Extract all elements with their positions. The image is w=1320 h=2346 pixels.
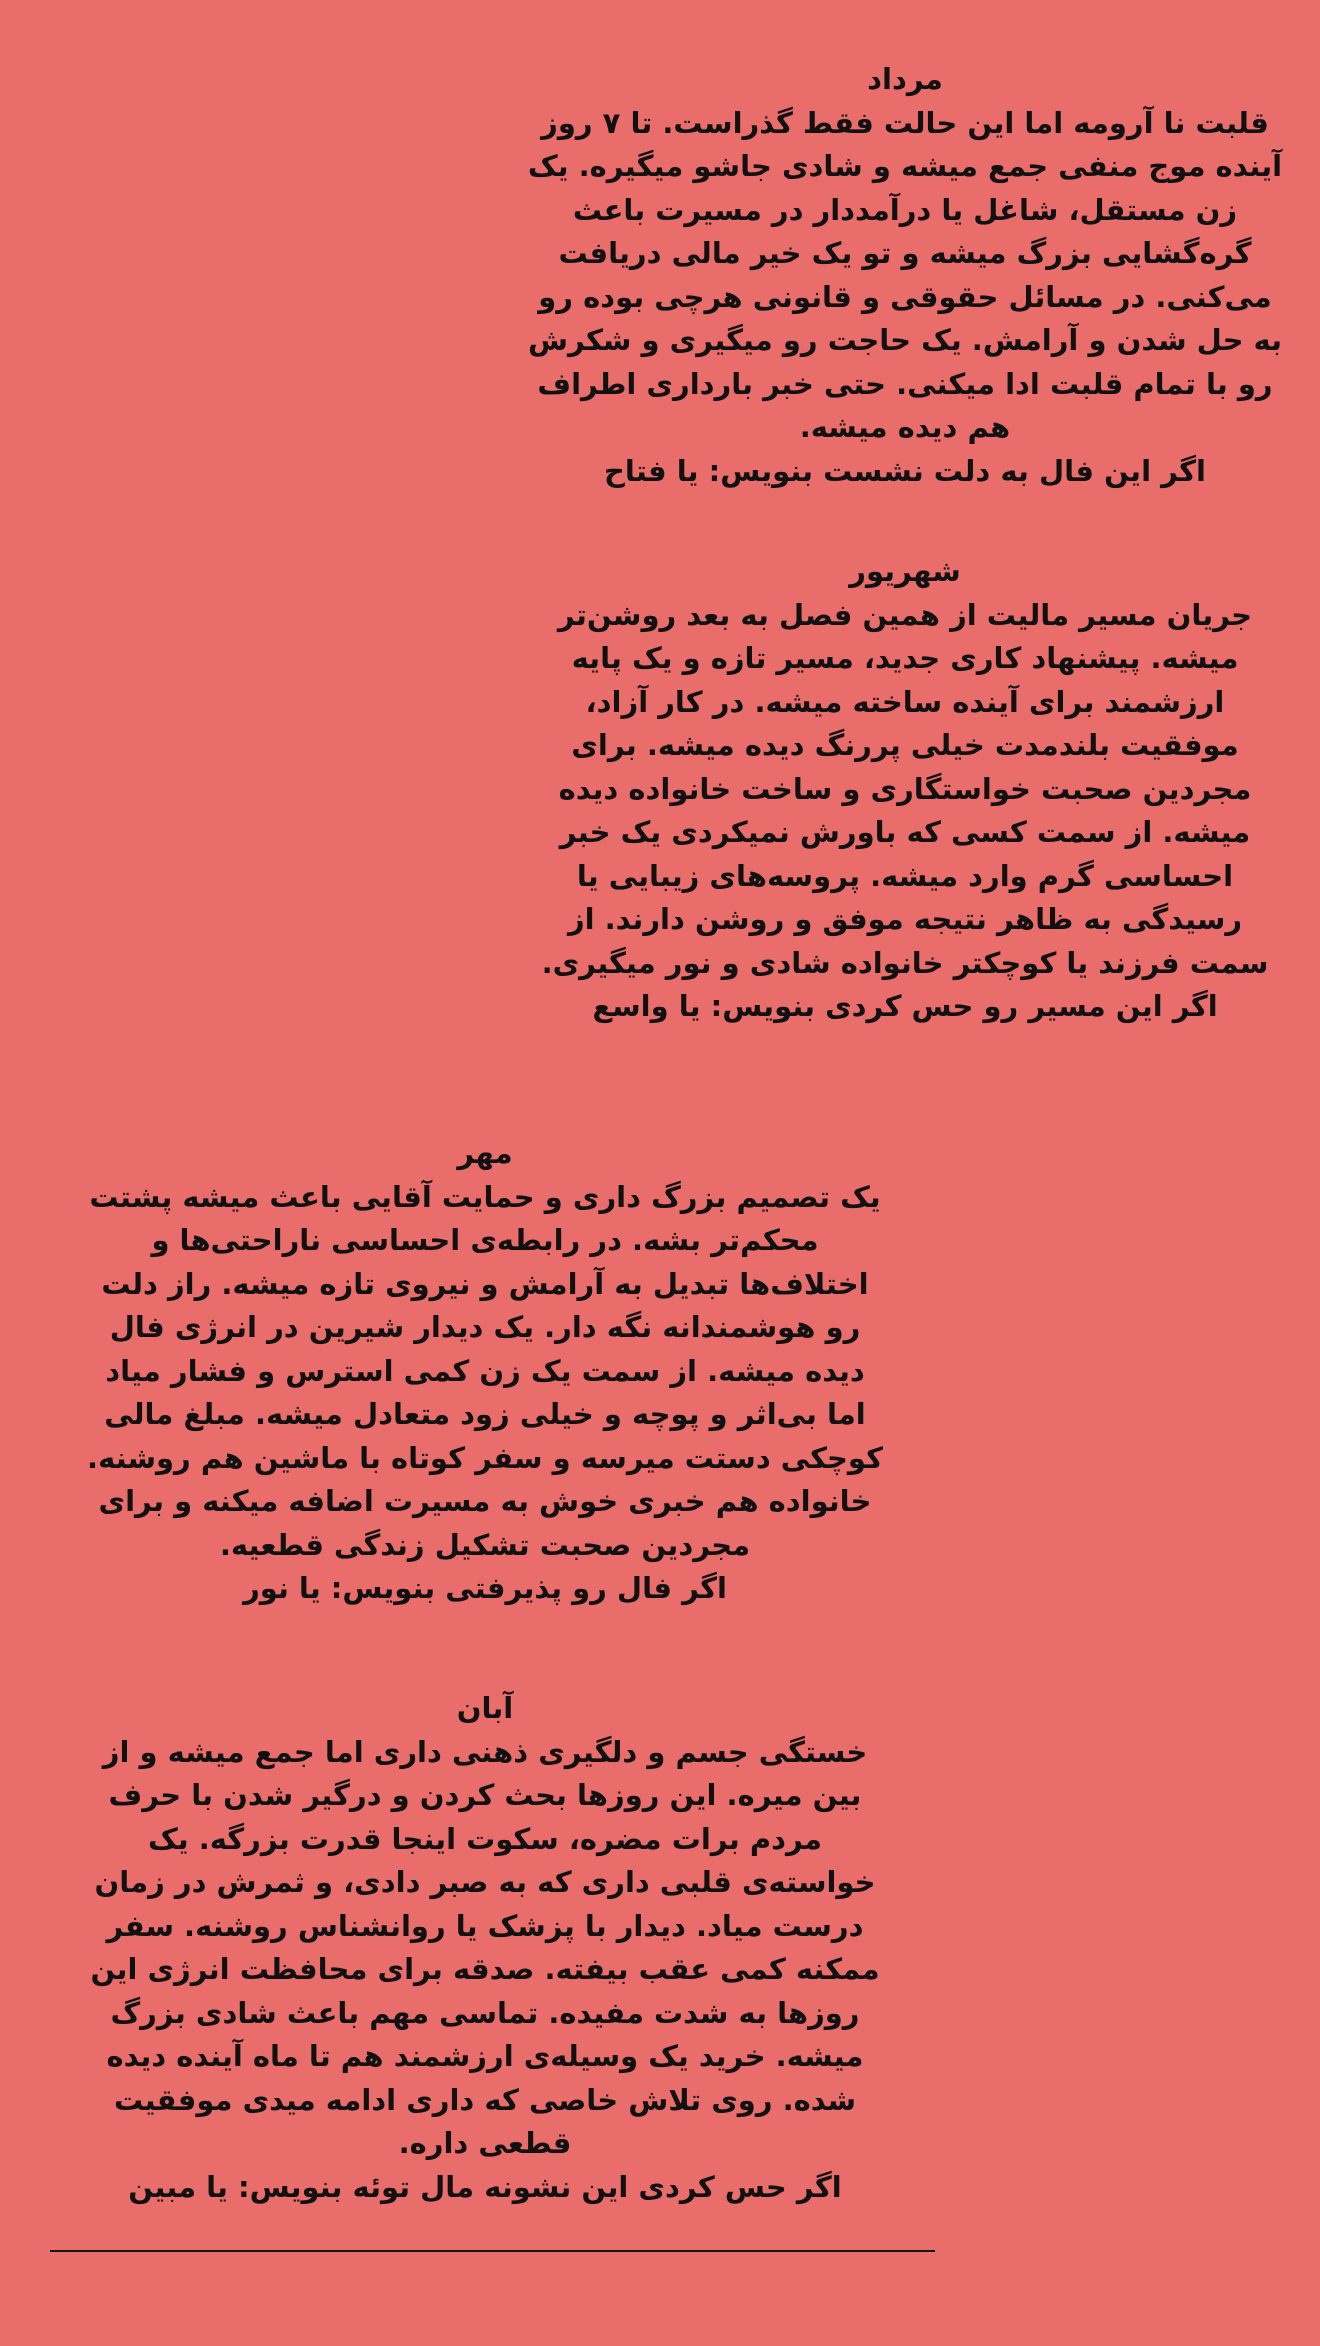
section-body: قلبت نا آرومه اما این حالت فقط گذراست. تا ۷ روز آینده موج منفی جمع میشه و شادی جاشو میگیره. یک زن مستقل، شاغل یا درآمددار در مسیرت باعث گره‌گشایی بزرگ میشه و تو یک خیر مالی دریافت می‌کنی. در مسائل حقوقی و قانونی هرچی بوده رو به حل شدن و آرامش. یک حاجت رو میگیری و شکرش رو با تمام قلبت ادا میکنی. حتی خبر بارداری اطراف هم دیده میشه. [527, 105, 1283, 444]
section-aban [85, 1687, 885, 2209]
section-prompt: اگر این فال به دلت نشست بنویس: یا فتاح [604, 453, 1206, 488]
section-title: مهر [457, 1136, 513, 1170]
section-body: یک تصمیم بزرگ داری و حمایت آقایی باعث میشه پشتت محکم‌تر بشه. در رابطه‌ی احساسی ناراحتی‌ها و اختلاف‌ها تبدیل به آرامش و نیروی تازه میشه. راز دلت رو هوشمندانه نگه دار. یک دیدار شیرین در انرژی فال دیده میشه. از سمت یک زن کمی استرس و فشار میاد اما بی‌اثر و پوچه و خیلی زود متعادل میشه. مبلغ مالی کوچکی دستت میرسه و سفر کوتاه با ماشین هم روشنه. خانواده هم خبری خوش به مسیرت اضافه میکنه و برای مجردین صحبت تشکیل زندگی قطعیه. [87, 1179, 883, 1562]
section-title: آبان [456, 1691, 514, 1725]
section-mordad [525, 58, 1285, 493]
bottom-divider [50, 2250, 935, 2252]
section-prompt: اگر این مسیر رو حس کردی بنویس: یا واسع [592, 989, 1218, 1023]
section-shahrivar [525, 550, 1285, 1029]
section-body: خستگی جسم و دلگیری ذهنی داری اما جمع میشه و از بین میره. این روزها بحث کردن و درگیر شدن با حرف مردم برات مضره، سکوت اینجا قدرت بزرگه. یک خواسته‌ی قلبی داری که به صبر دادی، و ثمرش در زمان درست میاد. دیدار با پزشک یا روانشناس روشنه. سفر ممکنه کمی عقب بیفته. صدقه برای محافظت انرژی این روزها به شدت مفیده. تماسی مهم باعث شادی بزرگ میشه. خرید یک وسیله‌ی ارزشمند هم تا ماه آینده دیده شده. روی تلاش خاصی که داری ادامه میدی موفقیت قطعی داره. [90, 1734, 880, 2160]
section-title: شهریور [849, 554, 961, 588]
section-prompt: اگر فال رو پذیرفتی بنویس: یا نور [243, 1571, 727, 1605]
section-mehr [85, 1132, 885, 1611]
section-prompt: اگر حس کردی این نشونه مال توئه بنویس: یا مبین [128, 2169, 842, 2204]
section-title: مرداد [867, 62, 943, 96]
section-body: جریان مسیر مالیت از همین فصل به بعد روشن‌تر میشه. پیشنهاد کاری جدید، مسیر تازه و یک پایه ارزشمند برای آینده ساخته میشه. در کار آزاد، موفقیت بلندمدت خیلی پررنگ دیده میشه. برای مجردین صحبت خواستگاری و ساخت خانواده دیده میشه. از سمت کسی که باورش نمیکردی یک خبر احساسی گرم وارد میشه. پروسه‌های زیبایی یا رسیدگی به ظاهر نتیجه موفق و روشن دارند. از سمت فرزند یا کوچکتر خانواده شادی و نور میگیری. [541, 597, 1269, 980]
